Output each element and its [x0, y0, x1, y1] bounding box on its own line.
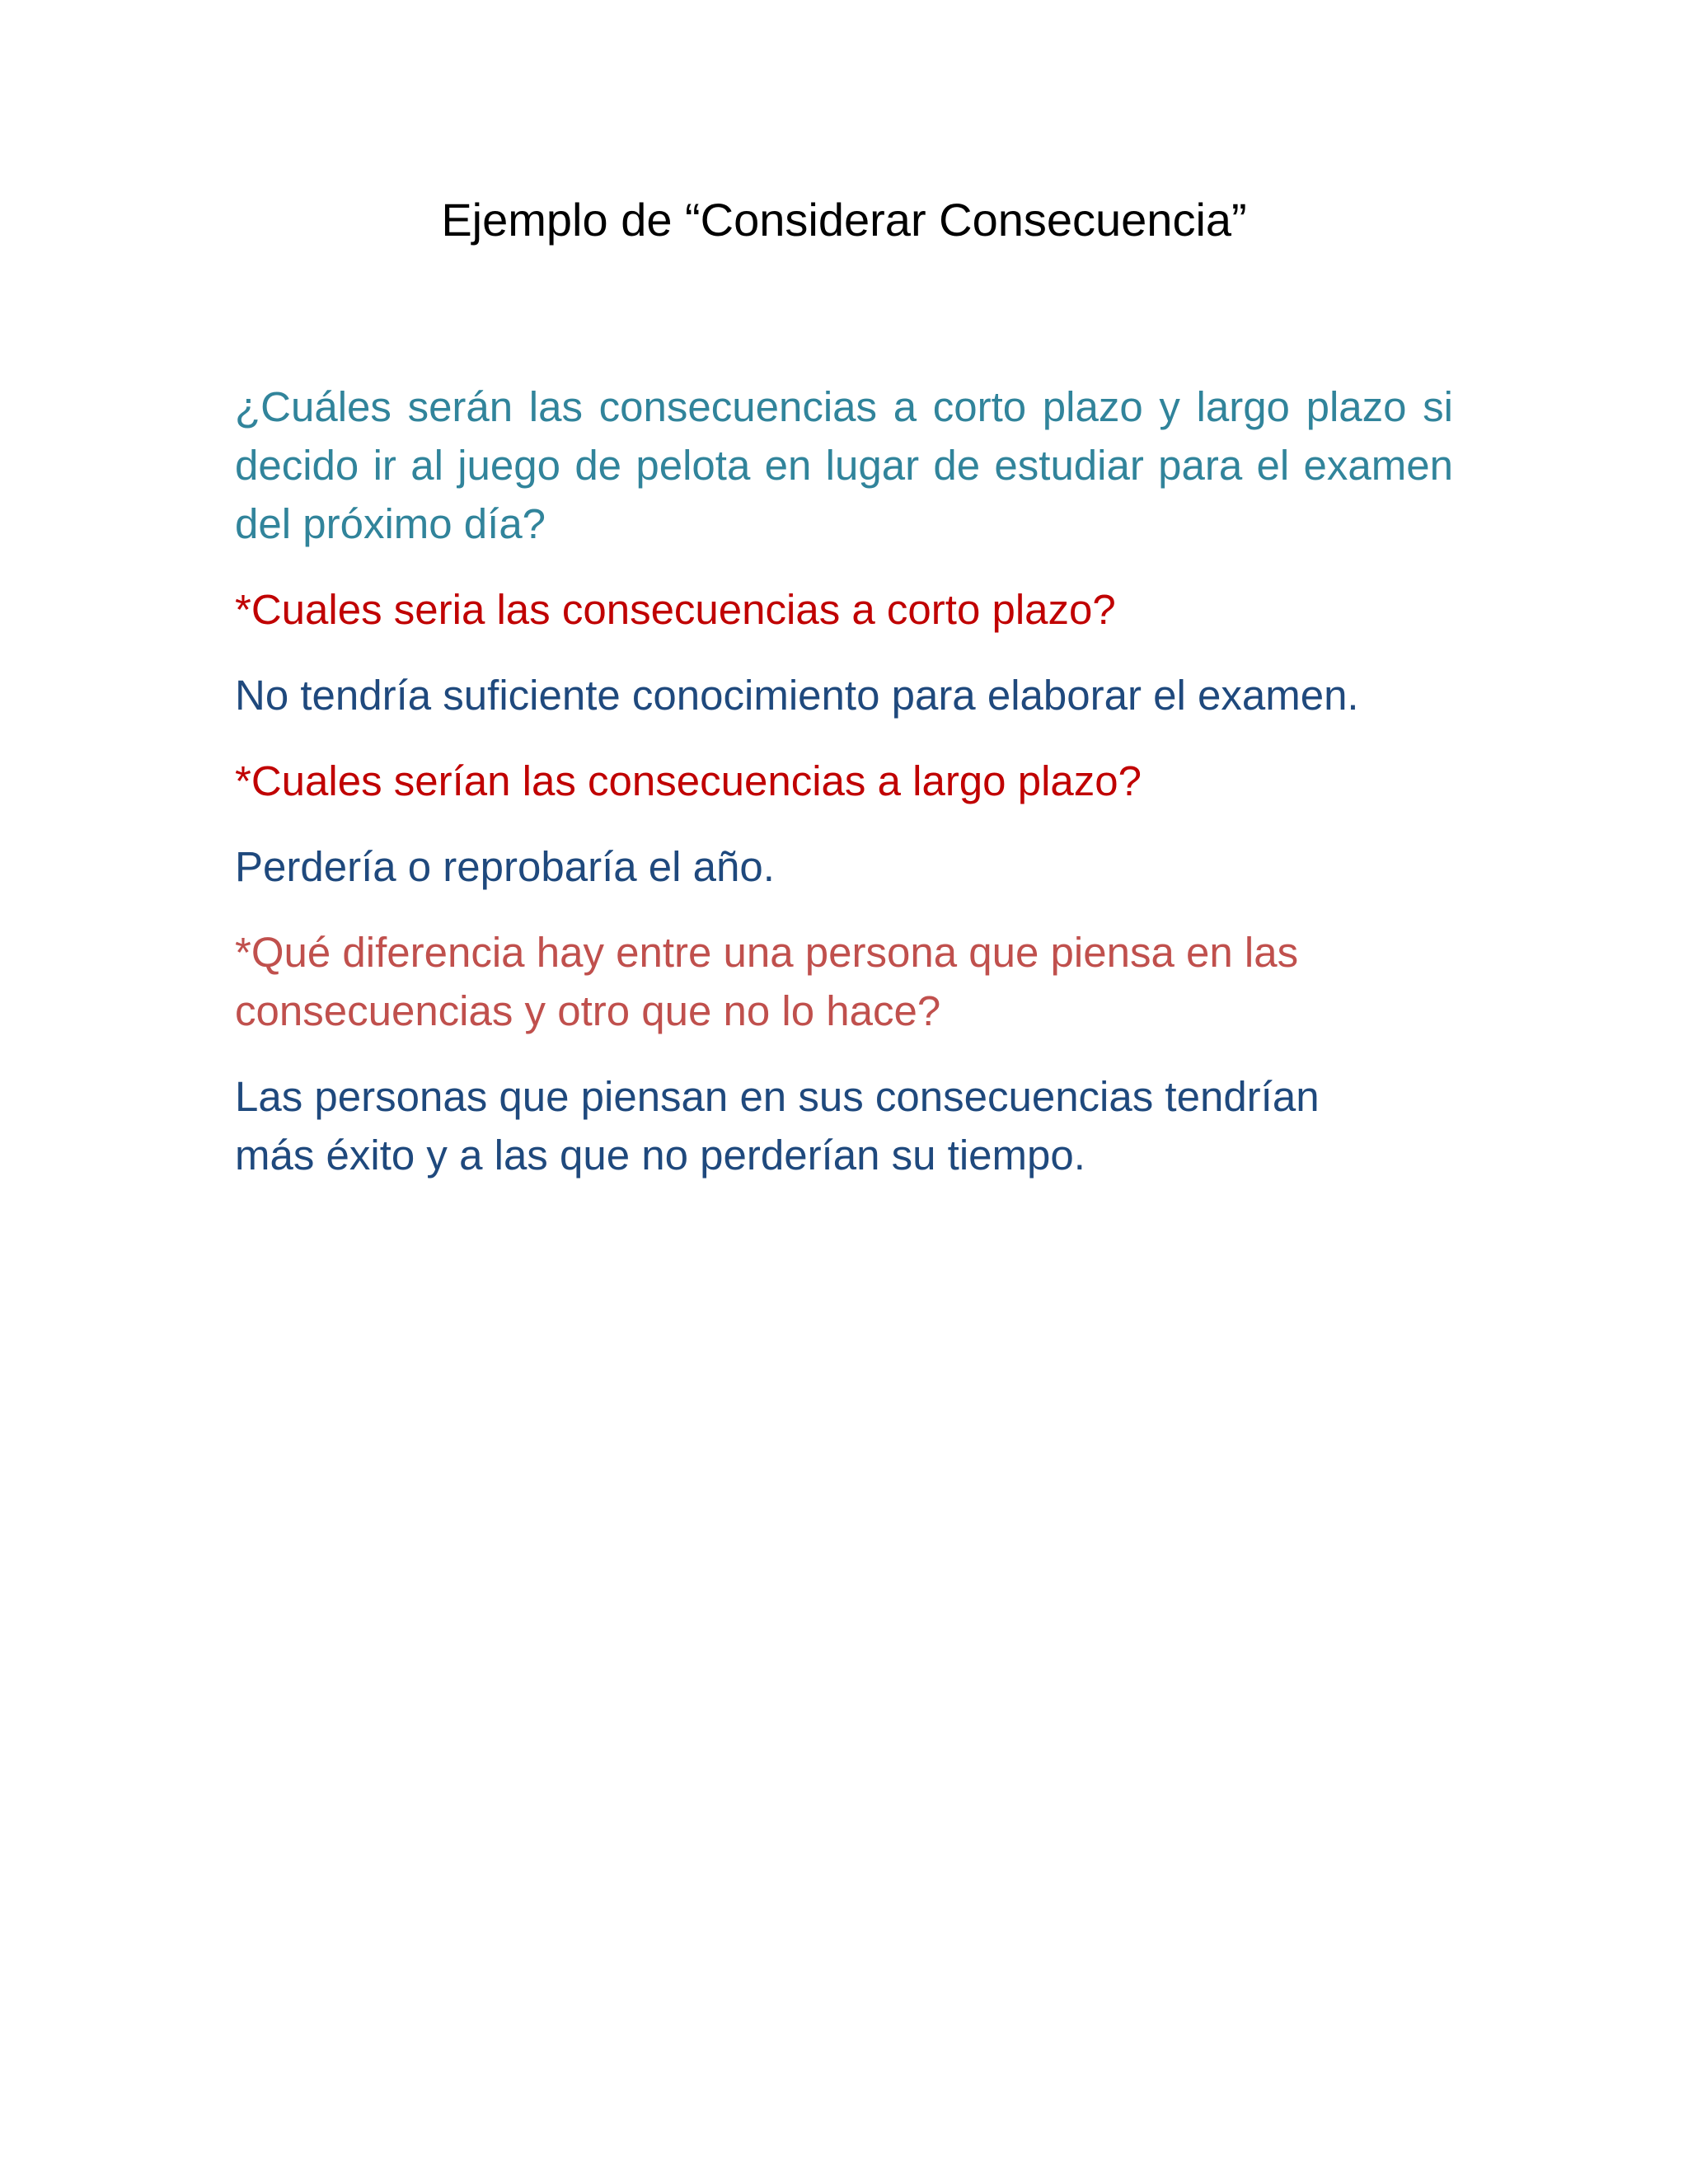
short-term-question — [235, 580, 1453, 639]
paragraph-line: No tendría suficiente conocimiento para elaborar el examen. — [235, 672, 1359, 719]
paragraph-line: *Cuales serían las consecuencias a largo plazo? — [235, 757, 1142, 804]
long-term-question — [235, 752, 1453, 810]
paragraph-line: *Cuales seria las consecuencias a corto plazo? — [235, 586, 1116, 633]
paragraph-line: ¿Cuáles serán las consecuencias a corto plazo y largo plazo si decido ir al juego de pelota en lugar de estudiar para el examen del próximo día? — [235, 383, 1453, 547]
document-body — [235, 377, 1453, 1212]
paragraph-line: más éxito y a las que no perderían su tiempo. — [235, 1132, 1085, 1179]
difference-question — [235, 923, 1453, 1040]
long-term-answer — [235, 837, 1453, 896]
paragraph-line: Las personas que piensan en sus consecuencias tendrían — [235, 1073, 1320, 1120]
page-title: Ejemplo de “Considerar Consecuencia” — [441, 194, 1247, 246]
paragraph-line: *Qué diferencia hay entre una persona que piensa en las — [235, 929, 1299, 976]
paragraph-line: Perdería o reprobaría el año. — [235, 843, 775, 890]
paragraph-line: consecuencias y otro que no lo hace? — [235, 987, 941, 1034]
difference-answer — [235, 1067, 1453, 1184]
question-paragraph — [235, 377, 1453, 553]
short-term-answer — [235, 666, 1453, 724]
